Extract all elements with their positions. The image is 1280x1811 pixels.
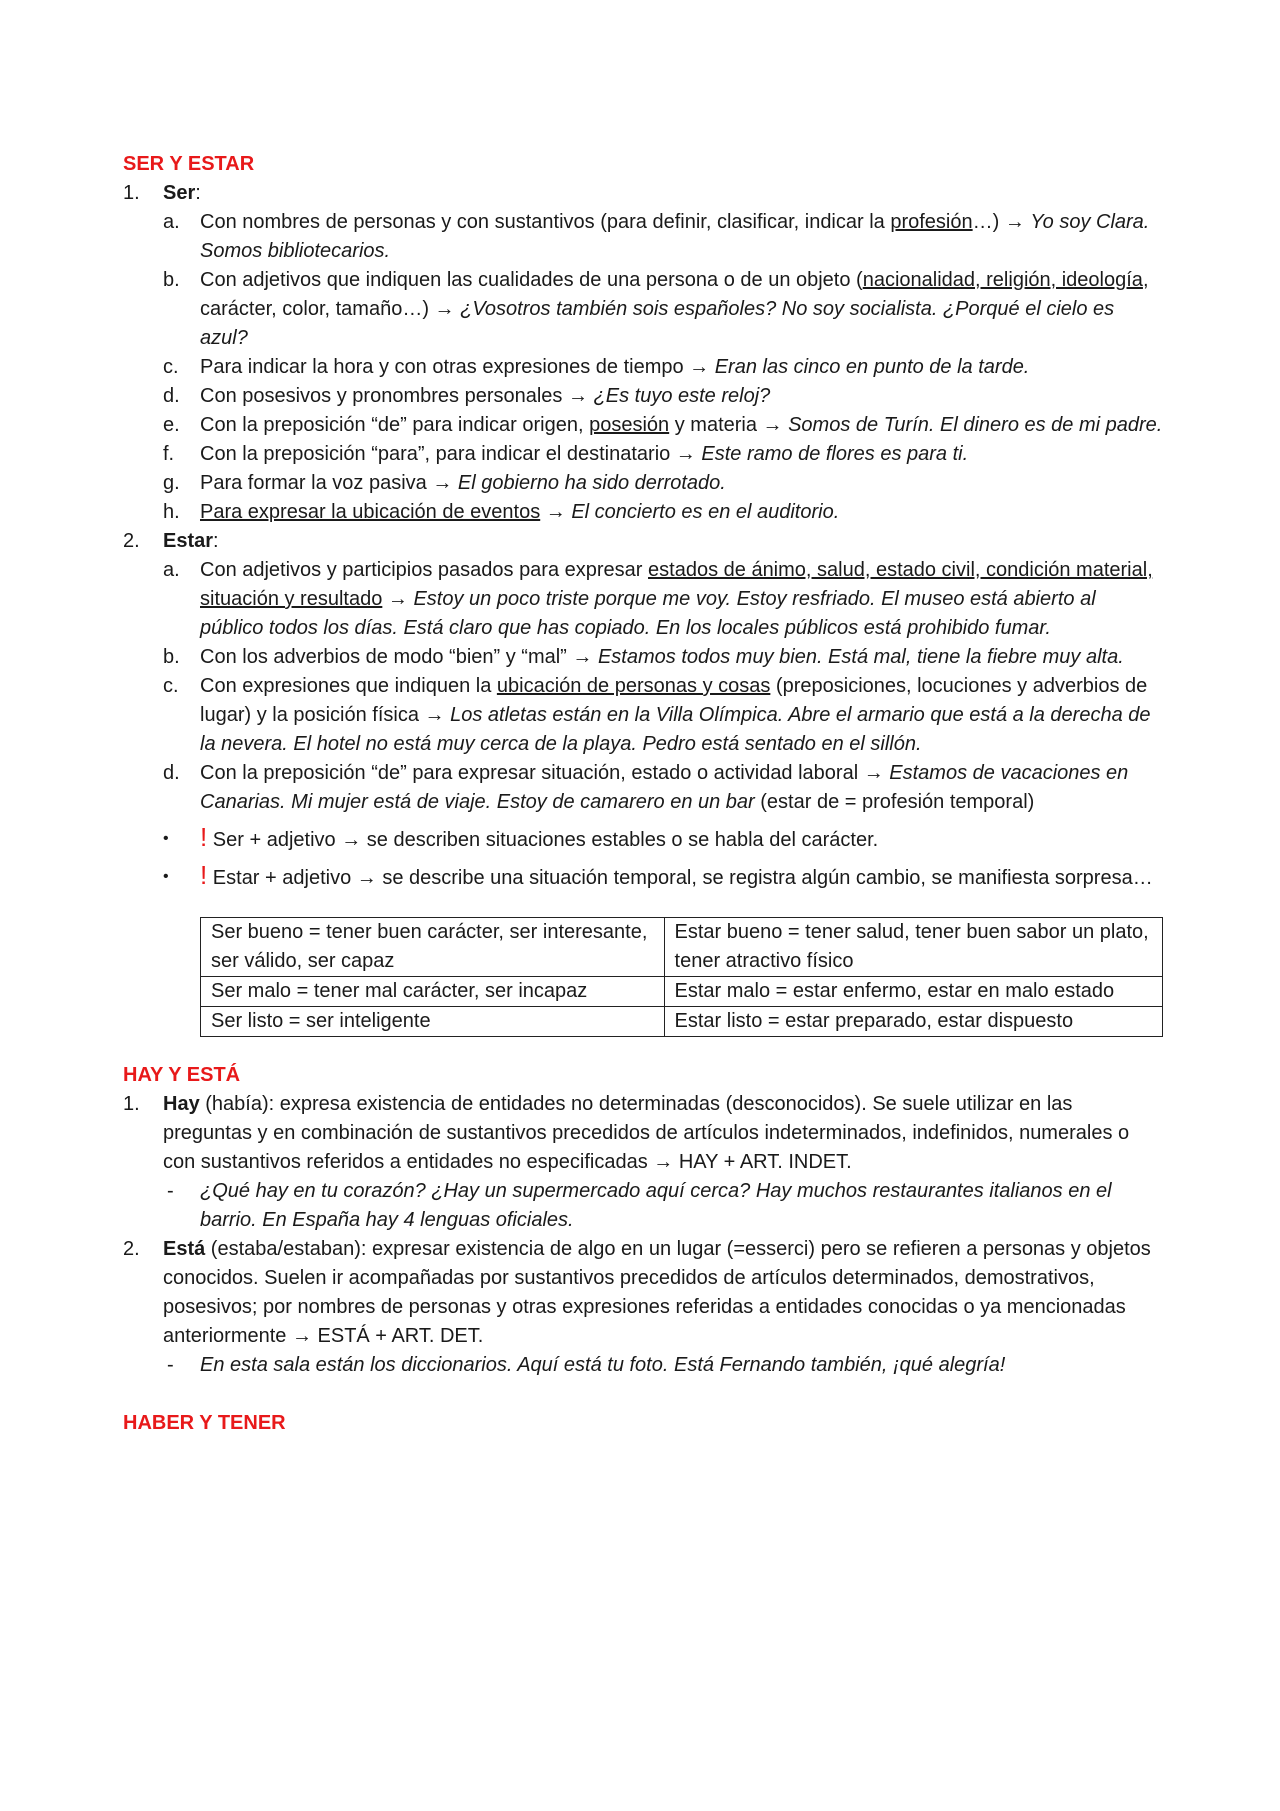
list-item [123, 266, 1163, 353]
example-text: ¿Es tuyo este reloj? [593, 385, 771, 407]
list-number: 1. [123, 182, 140, 204]
list-number: 2. [123, 1238, 140, 1260]
rule-text: Con nombres de personas y con sustantivos (para definir, clasificar, indicar la [200, 211, 891, 233]
table-cell: Estar malo = estar enfermo, estar en malo estado [664, 977, 1162, 1007]
example-text: En esta sala están los diccionarios. Aquí está tu foto. Está Fernando también, ¡qué alegría! [200, 1354, 1006, 1376]
table-row [201, 1007, 1163, 1037]
note-term: Ser + adjetivo [207, 829, 336, 851]
section-heading-ser-estar: SER Y ESTAR [123, 153, 255, 175]
example-text: El concierto es en el auditorio. [571, 501, 840, 523]
underlined-term: ubicación de personas y cosas [496, 675, 771, 697]
underlined-term: Para expresar la ubicación de eventos [200, 501, 541, 523]
rule-note: (estar de = profesión temporal) [754, 791, 1035, 813]
list-item-estar [123, 527, 1163, 556]
example-text: El gobierno ha sido derrotado. [457, 472, 726, 494]
example-text: ¿Qué hay en tu corazón? ¿Hay un supermercado aquí cerca? Hay muchos restaurantes italianos en el barrio. En España hay 4 lenguas oficiales. [200, 1180, 1112, 1231]
list-letter: g. [163, 472, 180, 494]
rule-text: (había): expresa existencia de entidades no determinadas (desconocidos). Se suele utilizar en las preguntas y en combinación de sustantivos precedidos de artículos indeterminados, indefinidos, numerales o con sustantivos referidos a entidades no especificadas → HAY + ART. INDET. [163, 1093, 1130, 1173]
table-row [201, 918, 1163, 977]
example-text: Estoy un poco triste porque me voy. Estoy resfriado. El museo está abierto al público todos los días. Está claro que has copiado. En los locales públicos está prohibido fumar. [200, 588, 1096, 639]
bullet-mark: • [163, 830, 169, 847]
rule-text: …) → [972, 211, 1031, 233]
table-row [201, 977, 1163, 1007]
exclamation-icon: ! [200, 822, 208, 852]
note-bullet [123, 823, 1163, 855]
list-item-hay [123, 1090, 1163, 1177]
rule-text: Con adjetivos que indiquen las cualidades de una persona o de un objeto ( [200, 269, 863, 291]
note-term: Estar + adjetivo [207, 867, 352, 889]
list-letter: h. [163, 501, 180, 523]
example-text: ¿Vosotros también sois españoles? No soy socialista. ¿Porqué el cielo es azul? [200, 298, 1115, 349]
rule-text: Para indicar la hora y con otras expresiones de tiempo → [200, 356, 715, 378]
list-number: 1. [123, 1093, 140, 1115]
list-item [123, 411, 1163, 440]
underlined-term: profesión [890, 211, 973, 233]
rule-text: (preposiciones, locuciones y adverbios de lugar) y la posición física → [200, 675, 1148, 726]
list-item-esta [123, 1235, 1163, 1351]
colon: : [195, 182, 201, 204]
example-text: Estamos de vacaciones en Canarias. Mi mujer está de viaje. Estoy de camarero en un bar [200, 762, 1129, 813]
list-item [123, 643, 1163, 672]
list-item [123, 672, 1163, 759]
list-item [123, 498, 1163, 527]
section-heading-hay-esta: HAY Y ESTÁ [123, 1064, 241, 1086]
table-cell: Estar listo = estar preparado, estar dispuesto [664, 1007, 1162, 1037]
example-text: Los atletas están en la Villa Olímpica. Abre el armario que está a la derecha de la nevera. El hotel no está muy cerca de la playa. Pedro está sentado en el sillón. [200, 704, 1151, 755]
list-letter: a. [163, 559, 180, 581]
rule-text: Con adjetivos y participios pasados para expresar [200, 559, 649, 581]
rule-text: , carácter, color, tamaño…) → [200, 269, 1149, 320]
list-letter: f. [163, 443, 175, 465]
example-item [123, 1177, 1163, 1235]
note-text: → se describe una situación temporal, se registra algún cambio, se manifiesta sorpresa… [351, 867, 1153, 889]
table-cell: Ser malo = tener mal carácter, ser incapaz [201, 977, 665, 1007]
list-item [123, 556, 1163, 643]
term-ser: Ser [163, 182, 196, 204]
note-bullet [123, 861, 1163, 893]
example-text: Este ramo de flores es para ti. [701, 443, 969, 465]
rule-text: Con la preposición “de” para indicar origen, [200, 414, 590, 436]
list-item [123, 208, 1163, 266]
rule-text: Con la preposición “para”, para indicar el destinatario → [200, 443, 702, 465]
rule-text: → [540, 501, 572, 523]
example-text: Estamos todos muy bien. Está mal, tiene la fiebre muy alta. [597, 646, 1124, 668]
rule-text: Para formar la voz pasiva → [200, 472, 458, 494]
list-letter: b. [163, 646, 180, 668]
table-cell: Estar bueno = tener salud, tener buen sabor un plato, tener atractivo físico [664, 918, 1162, 977]
example-text: Yo soy Clara. Somos bibliotecarios. [200, 211, 1150, 262]
list-letter: d. [163, 385, 180, 407]
table-cell: Ser bueno = tener buen carácter, ser interesante, ser válido, ser capaz [201, 918, 665, 977]
list-letter: c. [163, 675, 179, 697]
list-letter: b. [163, 269, 180, 291]
exclamation-icon: ! [200, 860, 208, 890]
list-item [123, 469, 1163, 498]
list-letter: e. [163, 414, 180, 436]
note-text: → se describen situaciones estables o se habla del carácter. [335, 829, 879, 851]
section-heading-haber-tener: HABER Y TENER [123, 1412, 286, 1434]
colon: : [213, 530, 219, 552]
table-cell: Ser listo = ser inteligente [201, 1007, 665, 1037]
list-number: 2. [123, 530, 140, 552]
rule-text: Con la preposición “de” para expresar situación, estado o actividad laboral → [200, 762, 890, 784]
comparison-table [200, 917, 1163, 1037]
list-item [123, 440, 1163, 469]
example-item [123, 1351, 1163, 1380]
rule-text: Con posesivos y pronombres personales → [200, 385, 594, 407]
rule-text: y materia → [669, 414, 789, 436]
underlined-term: estados de ánimo, salud, estado civil, condición material, situación y resultado [200, 559, 1153, 610]
list-letter: a. [163, 211, 180, 233]
rule-text: (estaba/estaban): expresar existencia de algo en un lugar (=esserci) pero se refieren a personas y objetos conocidos. Suelen ir acompañadas por sustantivos precedidos de artículos determinados, demostrativos, posesivos; por nombres de personas y otras expresiones referidas a entidades conocidas o ya mencionadas anteriormente → ESTÁ + ART. DET. [163, 1238, 1151, 1347]
list-letter: d. [163, 762, 180, 784]
term-esta: Está [163, 1238, 206, 1260]
rule-text: Con los adverbios de modo “bien” y “mal” → [200, 646, 598, 668]
list-item [123, 353, 1163, 382]
dash-mark: - [167, 1354, 174, 1376]
dash-mark: - [167, 1180, 174, 1202]
example-text: Eran las cinco en punto de la tarde. [714, 356, 1030, 378]
list-letter: c. [163, 356, 179, 378]
rule-text: → [382, 588, 414, 610]
term-hay: Hay [163, 1093, 200, 1115]
example-text: Somos de Turín. El dinero es de mi padre. [788, 414, 1163, 436]
document-page [123, 150, 1163, 1438]
rule-text: Con expresiones que indiquen la [200, 675, 497, 697]
bullet-mark: • [163, 868, 169, 885]
list-item-ser [123, 179, 1163, 208]
term-estar: Estar [163, 530, 214, 552]
underlined-term: posesión [589, 414, 670, 436]
list-item [123, 382, 1163, 411]
list-item [123, 759, 1163, 817]
underlined-term: nacionalidad, religión, ideología [862, 269, 1143, 291]
